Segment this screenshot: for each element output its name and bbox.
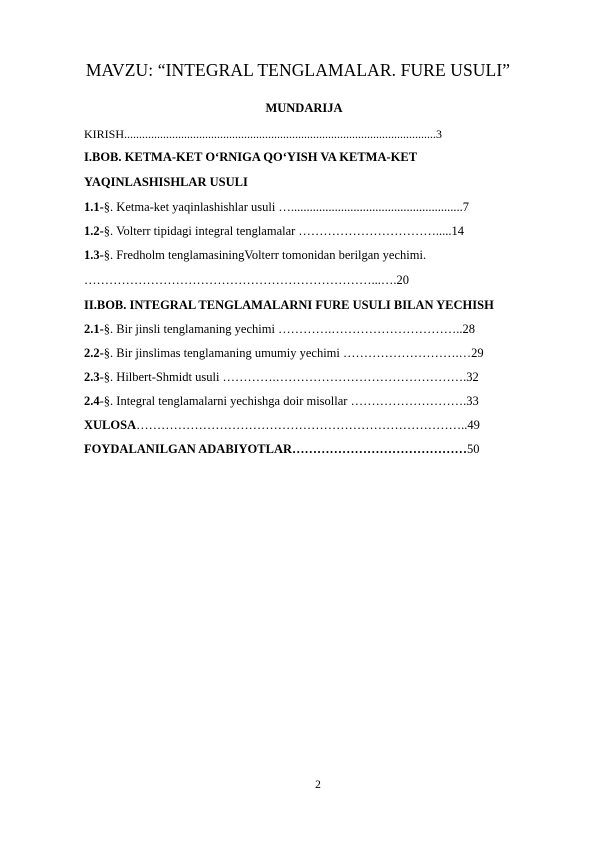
page-number: [0, 779, 596, 791]
toc-entry-number: 2.4: [84, 394, 100, 408]
toc-chapter-2: II.BOB. INTEGRAL TENGLAMALARNI FURE USULI BILAN YECHISH: [84, 298, 494, 312]
toc-entry-2-3: [84, 370, 479, 384]
toc-entry-number: 2.3: [84, 370, 100, 384]
toc-entry-number: 1.1-: [84, 200, 104, 214]
toc-entry-page: 50: [467, 442, 480, 456]
toc-entry-text: §. Ketma-ket yaqinlashishlar usuli ….......................................................7: [103, 200, 470, 214]
toc-entry-label: XULOSA: [84, 418, 137, 432]
toc-chapter-1-line-2: YAQINLASHISHLAR USULI: [84, 175, 248, 189]
toc-entry-1-2: [84, 224, 464, 238]
toc-entry-number: 1.3-: [84, 248, 104, 262]
toc-entry-1-3-continuation: ……………………………………………………………...….20: [84, 273, 409, 287]
toc-entry-text: -§. Hilbert-Shmidt usuli ………….……………………………………….32: [99, 370, 479, 384]
toc-entry-xulosa: [84, 418, 480, 432]
toc-entry-leader: ……………………………………: [292, 442, 468, 456]
toc-entry-2-1: [84, 322, 475, 336]
toc-entry-foydalanilgan-adabiyotlar: [84, 442, 480, 456]
toc-entry-label: FOYDALANILGAN ADABIYOTLAR: [84, 442, 293, 456]
toc-entry-text: §. Fredholm tenglamasiningVolterr tomonidan berilgan yechimi.: [103, 248, 427, 262]
document-title: MAVZU: “INTEGRAL TENGLAMALAR. FURE USULI”: [85, 60, 511, 80]
toc-heading-text: MUNDARIJA: [265, 101, 343, 115]
toc-entry-kirish: KIRISH........................................................................................................3: [84, 127, 443, 141]
toc-entry-number: 1.2-: [84, 224, 104, 238]
page-number-text: 2: [315, 779, 321, 791]
toc-heading: [0, 101, 596, 116]
toc-entry-text: -§. Integral tenglamalarni yechishga doir misollar ……………………….33: [99, 394, 479, 408]
toc-entry-1-3: [84, 248, 426, 262]
toc-entry-number: 2.2-: [84, 346, 104, 360]
toc-entry-leader: ……………………………………………………………………..49: [136, 418, 480, 432]
toc-entry-text: §. Bir jinsli tenglamaning yechimi ………….…………………………..28: [103, 322, 475, 336]
toc-entry-text: §. Volterr tipidagi integral tenglamalar …………………………….....14: [103, 224, 465, 238]
toc-entry-number: 2.1-: [84, 322, 104, 336]
toc-entry-1-1: [84, 200, 469, 214]
toc-entry-2-2: [84, 346, 484, 360]
toc-chapter-1-line-1: I.BOB. KETMA-KET O‘RNIGA QO‘YISH VA KETMA-KET: [84, 150, 418, 164]
toc-entry-2-4: [84, 394, 479, 408]
toc-entry-text: §. Bir jinslimas tenglamaning umumiy yechimi ……………………….…29: [103, 346, 484, 360]
